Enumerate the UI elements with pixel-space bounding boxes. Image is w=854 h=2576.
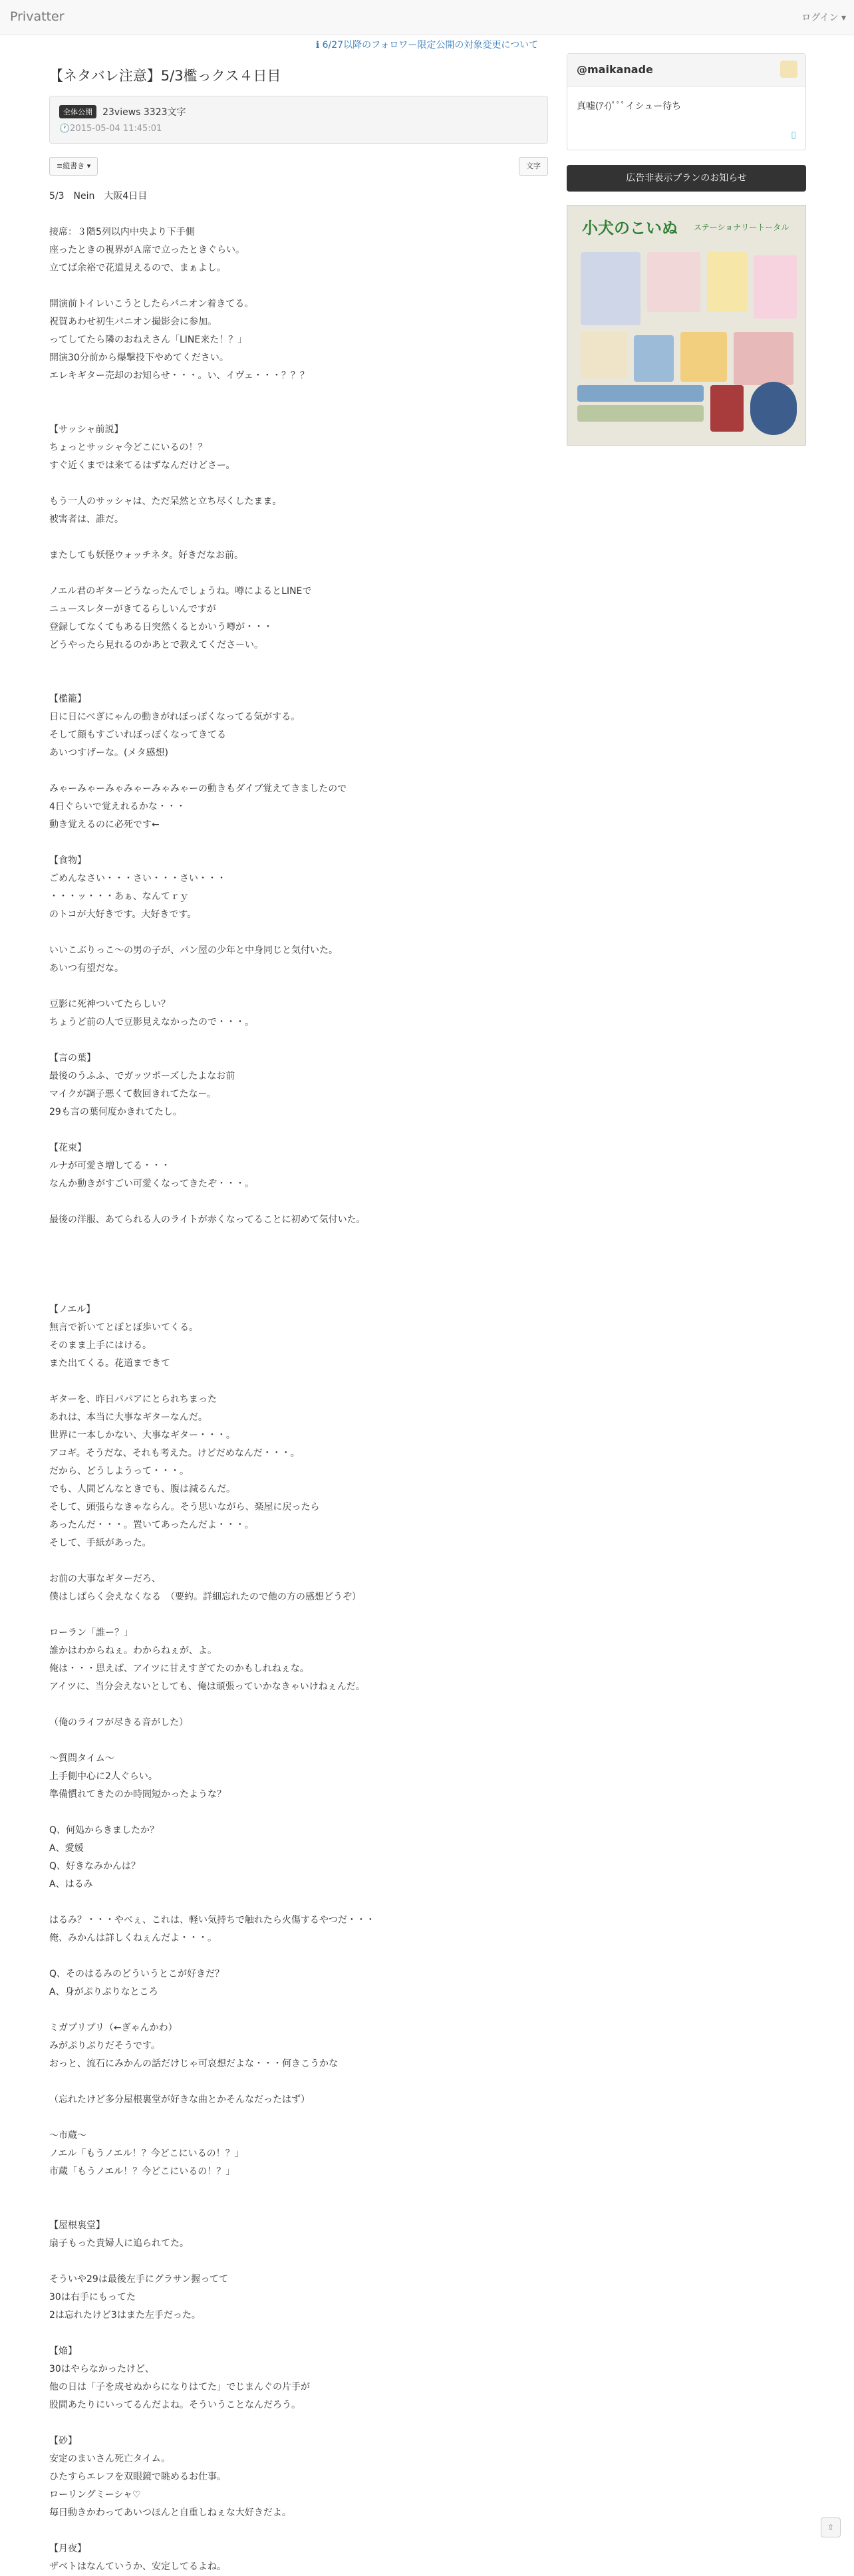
notice-link[interactable]: ℹ 6/27以降のフォロワー限定公開の対象変更について <box>315 40 539 51</box>
font-size-button[interactable]: 文字 <box>519 157 548 176</box>
post-body: 5/3 Nein 大阪4日目 接席：３階5列以内中央より下手側 座ったときの視界がＡ席で立ったときぐらい。 立てば余裕で花道見えるので、まぁよし。 開演前トイレいこうとしたらパニオン着きてる。 祝賀あわせ初生パニオン撮影会に参加。 ってしてたら隣のおねえさん「LINE来た！？」 開演30分前から爆撃投下やめてください。 エレキギター売却のお知らせ・・・。い、イヴェ・・・？？？ 【サッシャ前説】 ちょっとサッシャ今どこにいるの！？ すぐ近くまでは来てるはずなんだけどさー。 もう一人のサッシャは、ただ呆然と立ち尽くしたまま。 被害者は、誰だ。 またしても妖怪ウォッチネタ。好きだなお前。 ノエル君のギターどうなったんでしょうね。噂によるとLINEで ニュースレターがきてるらしいんですが 登録してなくてもある日突然くるとかいう噂が・・・ どうやったら見れるのかあとで教えてくださーい。 【檻籠】 日に日にべぎにゃんの動きがれぼっぽくなってる気がする。 そして顔もすごいれぼっぽくなってきてる あいつすげーな。(メタ感想) みゃーみゃーみゃみゃーみゃみゃーの動きもダイブ覚えてきましたので 4日ぐらいで覚えれるかな・・・ 動き覚えるのに必死です← 【食物】 ごめんなさい・・・さい・・・さい・・・ ・・・ッ・・・あぁ、なんてｒｙ のトコが大好きです。大好きです。 いいこぶりっこ〜の男の子が、パン屋の少年と中身同じと気付いた。 あいつ有望だな。 豆影に死神ついてたらしい？ ちょうど前の人で豆影見えなかったので・・・。 【言の葉】 最後のうふふ、でガッツポーズしたよなお前 マイクが調子悪くて数回きれてたなー。 29も言の葉何度かきれてたし。 【花束】 ルナが可愛さ増してる・・・ なんか動きがすごい可愛くなってきたぞ・・・。 最後の洋服、あてられる人のライトが赤くなってることに初めて気付いた。 【ノエル】 無言で祈いてとぼとぼ歩いてくる。 そのまま上手にはける。 また出てくる。花道まできて ギターを、昨日パパアにとられちまった あれは、本当に大事なギターなんだ。 世界に一本しかない、大事なギター・・・。 アコギ。そうだな、それも考えた。けどだめなんだ・・・。 だから、どうしようって・・・。 でも、人間どんなときでも、腹は減るんだ。 そして、頭張らなきゃならん。そう思いながら、楽屋に戻ったら あったんだ・・・。置いてあったんだよ・・・。 そして、手紙があった。 お前の大事なギターだろ、 僕はしばらく会えなくなる （要約。詳細忘れたので他の方の感想どうぞ） ローラン「誰ー？」 誰かはわからねぇ。わからねぇが、よ。 俺は・・・思えば、アイツに甘えすぎてたのかもしれねぇな。 アイツに、当分会えないとしても、俺は頑張っていかなきゃいけねぇんだ。 （俺のライフが尽きる音がした） 〜質問タイム〜 上手側中心に2人ぐらい。 準備慣れてきたのか時間短かったような？ Q、何処からきましたか？ A、愛媛 Q、好きなみかんは？ A、はるみ はるみ？・・・やべぇ、これは、軽い気持ちで触れたら火傷するやつだ・・・ 俺、みかんは詳しくねぇんだよ・・・。 Q、そのはるみのどういうとこが好きだ？ A、身がぷりぷりなところ ミガプリプリ（←ぎゃんかわ） みがぷりぷりだそうです。 おっと、流石にみかんの話だけじゃ可哀想だよな・・・何きこうかな （忘れたけど多分屋根裏堂が好きな曲とかそんなだったはず） 〜市蔵〜 ノエル「もうノエル！？今どこにいるの！？」 市蔵「もうノエル！？今どこにいるの！？」 【屋根裏堂】 扇子もった貴婦人に追られてた。 そういや29は最後左手にグラサン握ってて 30は右手にもってた 2は忘れたけど3はまた左手だった。 【焔】 30はやらなかったけど、 他の日は「子を成せぬからになりはてた」でじまんぐの片手が 股間あたりにいってるんだよね。そういうことなんだろう。 【砂】 安定のまいさん死亡タイム。 ひたすらエレフを双眼鏡で眺めるお仕事。 ローリングミーシャ♡ 毎日動きかわってあいつほんと自重しねぇな大好きだよ。 【月夜】 ザベトはなんていうか、安定してるよね。 <box>49 191 375 2572</box>
sidebar <box>567 53 806 446</box>
avatar[interactable] <box>780 61 797 78</box>
post-meta <box>49 96 548 144</box>
post-title: 【ネタバレ注意】5/3檻っクス４日目 <box>49 68 281 84</box>
ad-product-image <box>577 405 704 422</box>
ad-product-image <box>577 385 704 402</box>
post-toolbar <box>49 157 548 177</box>
ad-product-image <box>754 255 797 319</box>
ad-free-plan-button[interactable]: 広告非表示プランのお知らせ <box>567 165 806 192</box>
ad-product-image <box>734 332 793 385</box>
ad-product-image <box>680 332 727 382</box>
login-menu[interactable]: ログイン ▾ <box>801 13 846 23</box>
profile-header <box>567 54 805 86</box>
link-icon[interactable]: ▯ <box>791 130 796 140</box>
ad-product-image <box>710 385 744 432</box>
ad-subtitle: ステーショナリートータル <box>694 223 789 232</box>
ad-product-image <box>581 332 627 378</box>
post-main <box>49 61 548 2576</box>
vertical-text-toggle[interactable]: ≡縦書き ▾ <box>49 157 98 176</box>
ad-product-image <box>707 252 747 312</box>
ad-product-image <box>647 252 700 312</box>
view-count: 23views 3323文字 <box>102 106 186 118</box>
brand-logo[interactable]: Privatter <box>10 9 65 24</box>
profile-card <box>567 53 806 150</box>
ad-product-image <box>581 252 640 325</box>
visibility-badge: 全体公開 <box>59 105 96 118</box>
ad-banner[interactable] <box>567 205 806 446</box>
ad-title: 小犬のこいぬ <box>582 219 678 237</box>
post-date: 🕐2015-05-04 11:45:01 <box>59 123 162 134</box>
scroll-top-button[interactable]: ⇧ <box>821 2517 841 2537</box>
user-bio: 真嘘(ｱｲ)ﾟﾟﾟイシュー待ち <box>577 101 682 112</box>
user-handle[interactable]: @maikanade <box>577 63 653 76</box>
navbar <box>0 0 854 35</box>
ad-product-image <box>634 335 674 382</box>
ad-product-image <box>750 382 797 435</box>
